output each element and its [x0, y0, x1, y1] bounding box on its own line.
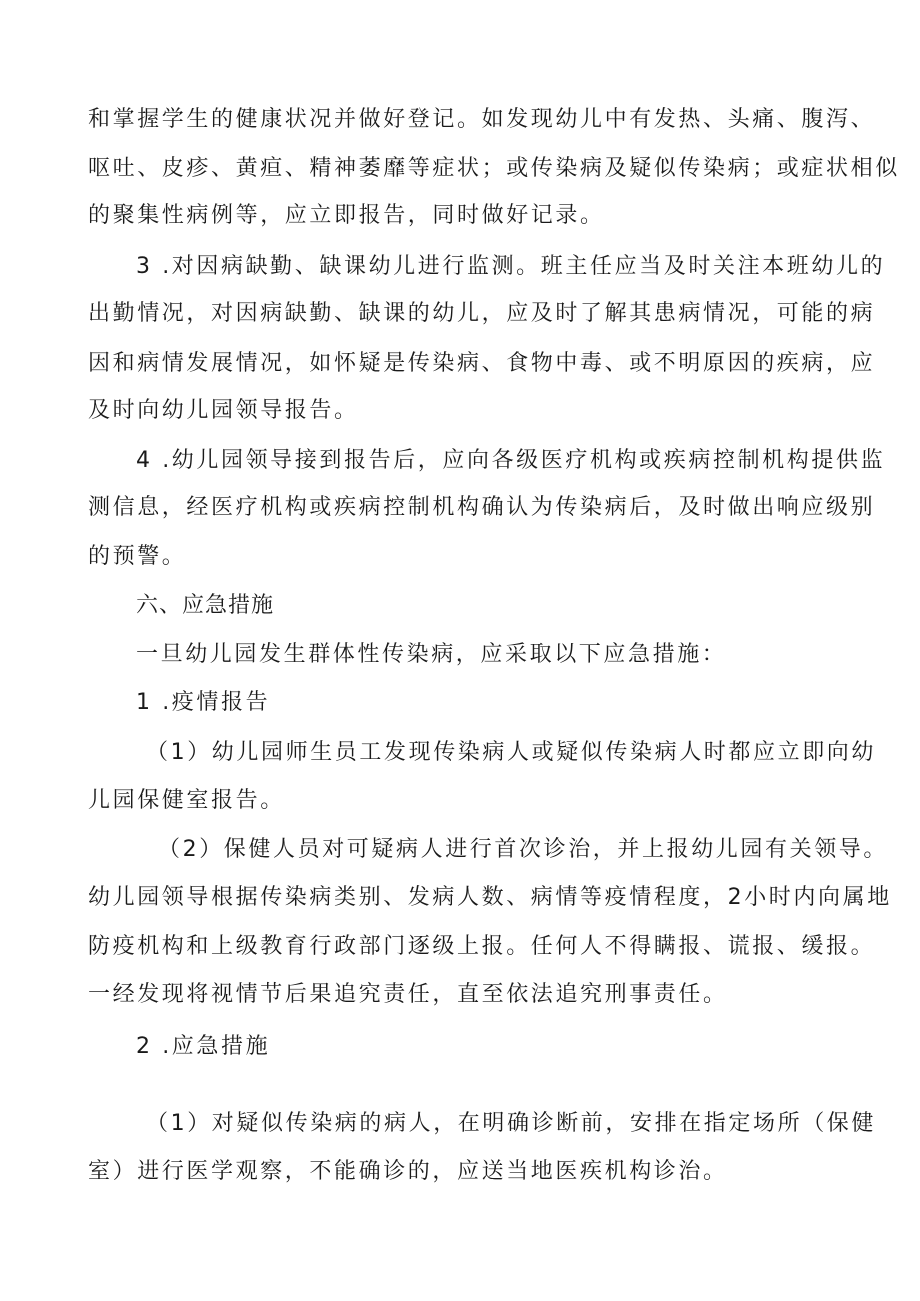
list-item: （1）对疑似传染病的病人，在明确诊断前，安排在指定场所（保健 [146, 1111, 876, 1136]
text-line: 幼儿园领导根据传染病类别、发病人数、病情等疫情程度，2小时内向属地 [88, 885, 892, 910]
text-line: 和掌握学生的健康状况并做好登记。如发现幼儿中有发热、头痛、腹泻、 [88, 107, 876, 132]
text-line: 的聚集性病例等，应立即报告，同时做好记录。 [88, 203, 605, 228]
paragraph-4-start: 4 .幼儿园领导接到报告后，应向各级医疗机构或疾病控制机构提供监 [136, 448, 886, 473]
text-line: 及时向幼儿园领导报告。 [88, 398, 359, 423]
subheading: 1 .疫情报告 [136, 690, 271, 715]
text-line: 防疫机构和上级教育行政部门逐级上报。任何人不得瞒报、谎报、缓报。 [88, 934, 876, 959]
paragraph-3-start: 3 .对因病缺勤、缺课幼儿进行监测。班主任应当及时关注本班幼儿的 [136, 254, 886, 279]
section-heading: 六、应急措施 [136, 593, 275, 618]
text-line: 因和病情发展情况，如怀疑是传染病、食物中毒、或不明原因的疾病，应 [88, 351, 876, 376]
text-line: 儿园保健室报告。 [88, 788, 285, 813]
text-line: 一经发现将视情节后果追究责任，直至依法追究刑事责任。 [88, 982, 728, 1007]
text-line: 测信息，经医疗机构或疾病控制机构确认为传染病后，及时做出响应级别 [88, 495, 876, 520]
text-line: 的预警。 [88, 544, 187, 569]
text-line: 呕吐、皮疹、黄疸、精神萎靡等症状；或传染病及疑似传染病；或症状相似 [88, 156, 900, 181]
subheading: 2 .应急措施 [136, 1034, 271, 1059]
text-line: 一旦幼儿园发生群体性传染病，应采取以下应急措施： [136, 642, 727, 667]
text-line: 出勤情况，对因病缺勤、缺课的幼儿，应及时了解其患病情况，可能的病 [88, 301, 876, 326]
list-item: （1）幼儿园师生员工发现传染病人或疑似传染病人时都应立即向幼 [146, 740, 876, 765]
text-line: 室）进行医学观察，不能确诊的，应送当地医疾机构诊治。 [88, 1159, 728, 1184]
list-item: （2）保健人员对可疑病人进行首次诊治，并上报幼儿园有关领导。 [158, 837, 888, 862]
